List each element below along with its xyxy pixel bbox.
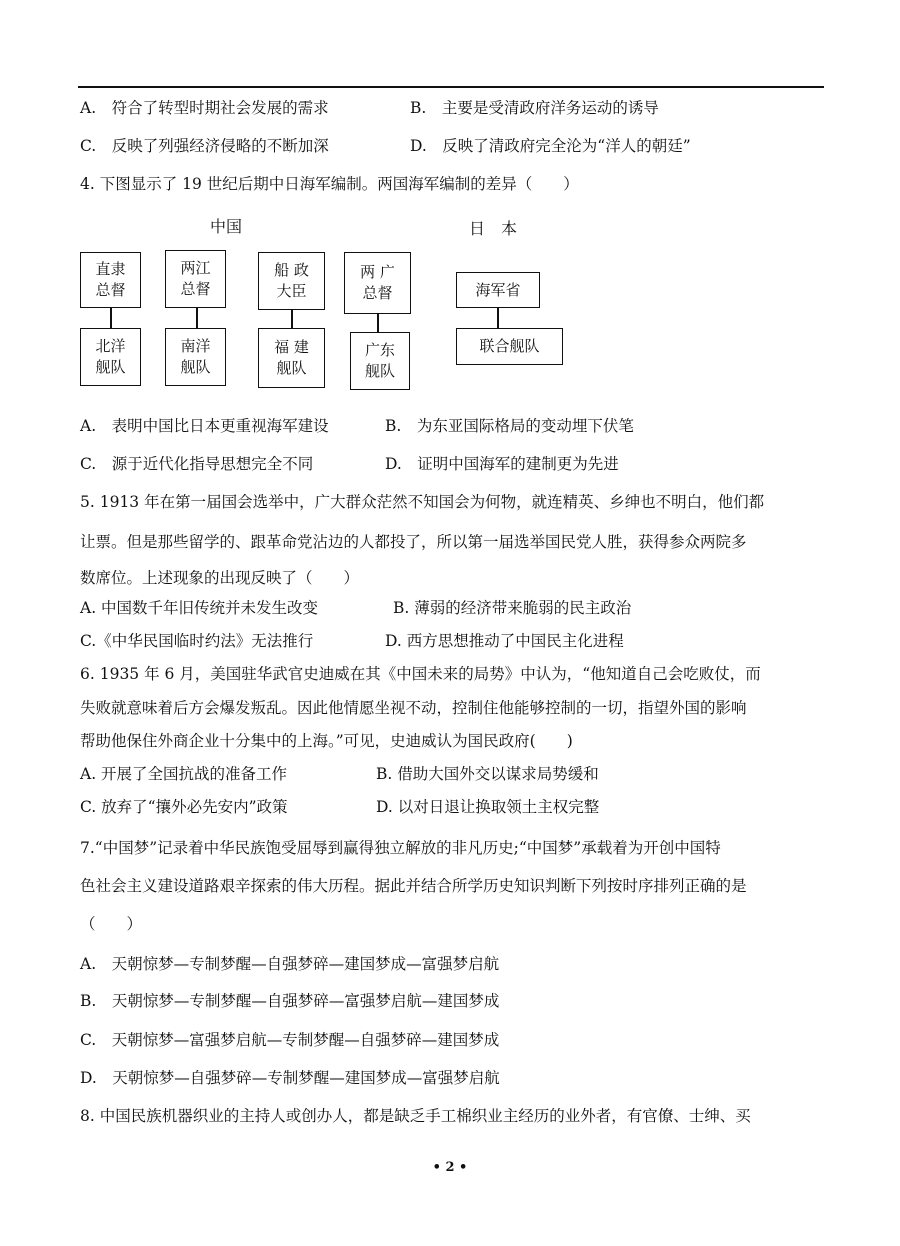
china-org-liangguang-governor: 两 广 总督: [344, 252, 411, 314]
q7-line-1: 7.“中国梦”记录着中华民族饱受屈辱到赢得独立解放的非凡历史;“中国梦”承载着为开创中国特: [80, 839, 721, 857]
q6-line-1: 6. 1935 年 6 月，美国驻华武官史迪威在其《中国未来的局势》中认为，“他知道自己会吃败仗，而: [80, 665, 761, 683]
q6-option-d: D. 以对日退让换取领土主权完整: [376, 798, 600, 816]
page-number: • 2 •: [432, 1160, 468, 1175]
connector-fujian: [291, 310, 293, 328]
china-fleet-fujian: 福 建 舰队: [258, 328, 325, 388]
china-fleet-guangdong: 广东 舰队: [350, 332, 410, 390]
q5-option-a: A. 中国数千年旧传统并未发生改变: [80, 599, 319, 617]
q7-option-b: B. 天朝惊梦—专制梦醒—自强梦碎—富强梦启航—建国梦成: [80, 992, 500, 1010]
china-fleet-nanyang: 南洋 舰队: [165, 328, 226, 386]
connector-beiyang: [110, 308, 112, 328]
q4-stem: 4. 下图显示了 19 世纪后期中日海军编制。两国海军编制的差异（ ）: [80, 175, 579, 193]
q3-option-b: B. 主要是受清政府洋务运动的诱导: [410, 99, 659, 117]
q6-option-c: C. 放弃了“攘外必先安内”政策: [80, 798, 288, 816]
china-org-zhili-governor: 直隶 总督: [80, 252, 141, 308]
q7-line-3: （ ）: [80, 915, 143, 933]
q7-option-d: D. 天朝惊梦—自强梦碎—专制梦醒—建国梦成—富强梦启航: [80, 1069, 500, 1087]
q7-option-c: C. 天朝惊梦—富强梦启航—专制梦醒—自强梦碎—建国梦成: [80, 1031, 500, 1049]
header-rule: [78, 86, 824, 88]
q4-option-b: B. 为东亚国际格局的变动埋下伏笔: [385, 417, 634, 435]
q5-line-1: 5. 1913 年在第一届国会选举中，广大群众茫然不知国会为何物，就连精英、乡绅也不明白，他们都: [80, 493, 765, 511]
q8-line-1: 8. 中国民族机器织业的主持人或创办人，都是缺乏手工棉织业主经历的业外者，有官僚、士绅、买: [80, 1107, 751, 1125]
china-org-liangjiang-governor: 两江 总督: [165, 250, 226, 308]
q7-option-a: A. 天朝惊梦—专制梦醒—自强梦碎—建国梦成—富强梦启航: [80, 955, 500, 973]
japan-combined-fleet: 联合舰队: [456, 328, 563, 365]
japan-label: 日 本: [469, 219, 518, 238]
china-org-shipping-minister: 船 政 大臣: [258, 252, 325, 310]
q6-option-b: B. 借助大国外交以谋求局势缓和: [376, 765, 599, 783]
china-label: 中国: [210, 217, 243, 236]
q3-option-c: C. 反映了列强经济侵略的不断加深: [80, 137, 329, 155]
q4-option-d: D. 证明中国海军的建制更为先进: [385, 455, 619, 473]
q5-option-c: C.《中华民国临时约法》无法推行: [80, 632, 314, 650]
q4-option-c: C. 源于近代化指导思想完全不同: [80, 455, 314, 473]
q5-option-d: D. 西方思想推动了中国民主化进程: [385, 632, 624, 650]
connector-japan: [497, 308, 499, 328]
q5-option-b: B. 薄弱的经济带来脆弱的民主政治: [393, 599, 632, 617]
q5-line-2: 让票。但是那些留学的、跟革命党沾边的人都投了，所以第一届选举国民党人胜，获得参众两院多: [80, 533, 747, 551]
connector-guangdong: [377, 314, 379, 332]
q3-option-d: D. 反映了清政府完全沦为“洋人的朝廷”: [410, 137, 691, 155]
connector-nanyang: [196, 308, 198, 328]
q7-line-2: 色社会主义建设道路艰辛探索的伟大历程。据此并结合所学历史知识判断下列按时序排列正确的是: [80, 877, 747, 895]
japan-navy-ministry: 海军省: [456, 272, 540, 308]
q6-option-a: A. 开展了全国抗战的准备工作: [80, 765, 288, 783]
china-fleet-beiyang: 北洋 舰队: [80, 328, 141, 386]
q3-option-a: A. 符合了转型时期社会发展的需求: [80, 99, 329, 117]
q6-line-2: 失败就意味着后方会爆发叛乱。因此他情愿坐视不动，控制住他能够控制的一切，指望外国的影响: [80, 699, 747, 717]
q4-option-a: A. 表明中国比日本更重视海军建设: [80, 417, 329, 435]
q5-line-3: 数席位。上述现象的出现反映了（ ）: [80, 569, 360, 587]
q6-line-3: 帮助他保住外商企业十分集中的上海。”可见，史迪威认为国民政府( ): [80, 732, 573, 750]
